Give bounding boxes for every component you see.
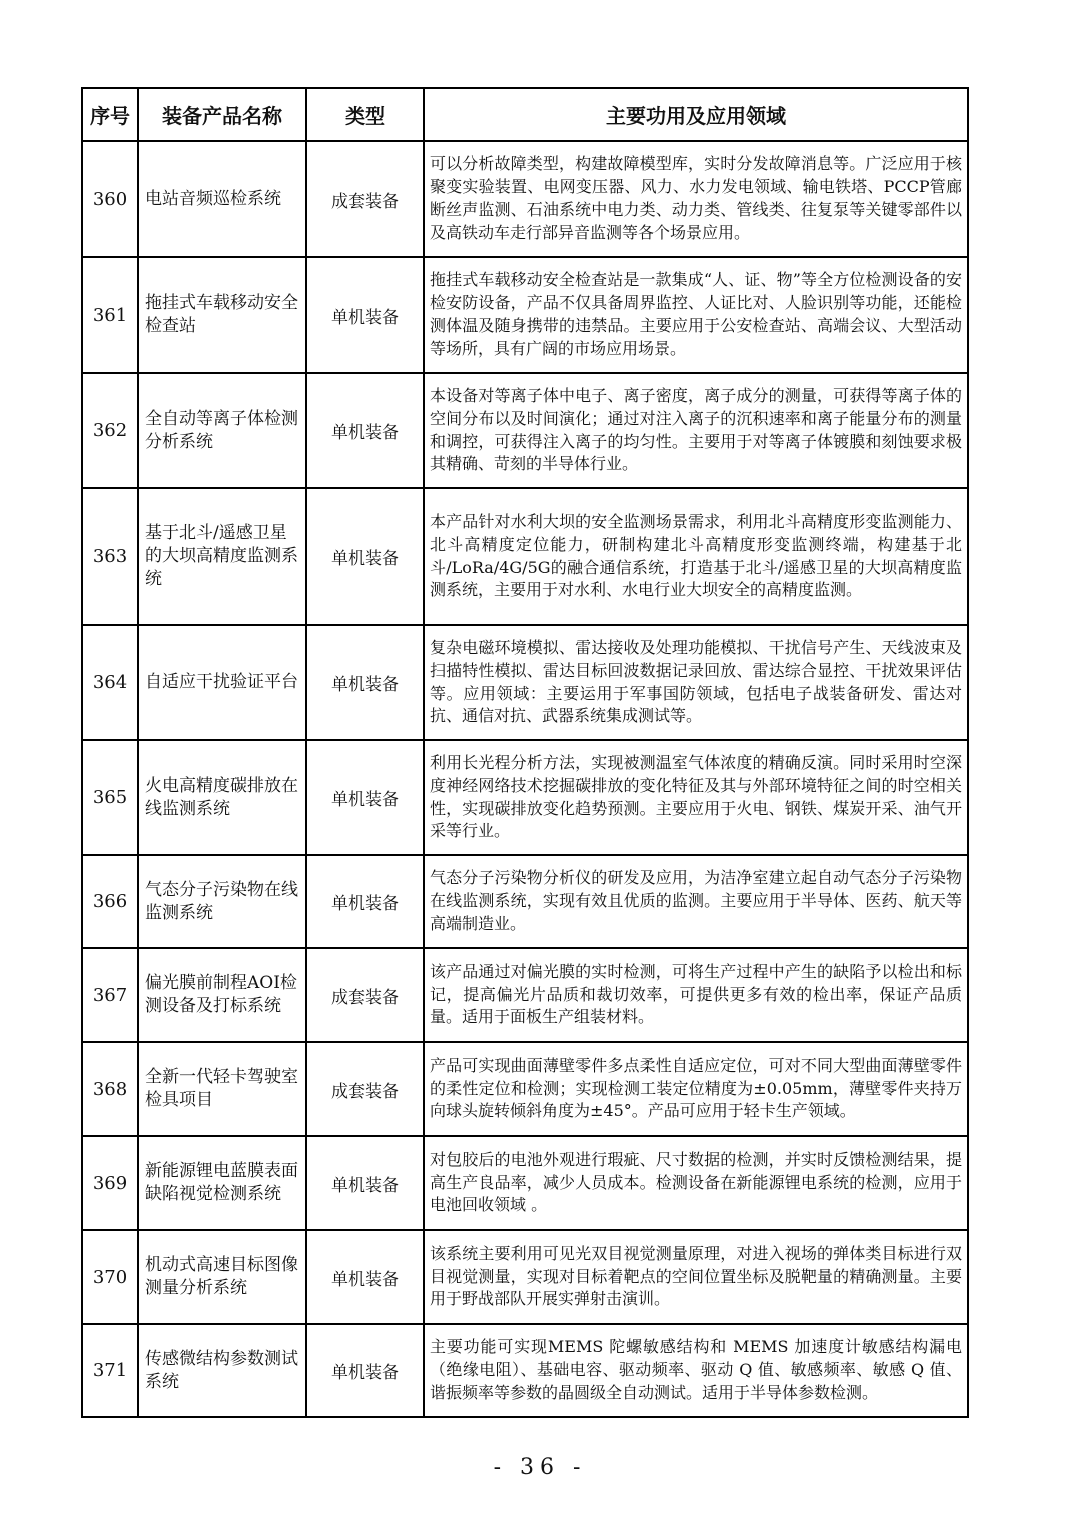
row-num: 369 (82, 1136, 138, 1230)
row-desc: 可以分析故障类型，构建故障模型库，实时分发故障消息等。广泛应用于核聚变实验装置、电网变压器、风力、水力发电领域、输电铁塔、PCCP管廊断丝声监测、石油系统中电力类、动力类、管线类、往复泵等关键零部件以及高铁动车走行部异音监测等各个场景应用。 (424, 141, 968, 257)
row-desc: 利用长光程分析方法，实现被测温室气体浓度的精确反演。同时采用时空深度神经网络技术挖掘碳排放的变化特征及其与外部环境特征之间的时空相关性，实现碳排放变化趋势预测。主要应用于火电、钢铁、煤炭开采、油气开采等行业。 (424, 740, 968, 855)
row-desc: 产品可实现曲面薄壁零件多点柔性自适应定位，可对不同大型曲面薄壁零件的柔性定位和检测；实现检测工装定位精度为±0.05mm，薄壁零件夹持万向球头旋转倾斜角度为±45°。产品可应用于轻卡生产领域。 (424, 1042, 968, 1136)
row-num: 361 (82, 257, 138, 373)
page-dash-right: - (573, 1455, 587, 1480)
table-body (82, 141, 968, 1417)
header-num: 序号 (82, 88, 138, 141)
row-desc: 复杂电磁环境模拟、雷达接收及处理功能模拟、干扰信号产生、天线波束及扫描特性模拟、雷达目标回波数据记录回放、雷达综合显控、干扰效果评估等。应用领域：主要运用于军事国防领域，包括电子战装备研发、雷达对抗、通信对抗、武器系统集成测试等。 (424, 625, 968, 740)
row-name: 传感微结构参数测试系统 (138, 1324, 306, 1417)
row-num: 364 (82, 625, 138, 740)
row-name: 火电高精度碳排放在线监测系统 (138, 740, 306, 855)
table-row (82, 855, 968, 948)
row-type: 单机装备 (306, 1136, 424, 1230)
row-num: 370 (82, 1230, 138, 1324)
row-num: 366 (82, 855, 138, 948)
row-type: 成套装备 (306, 948, 424, 1042)
table-row (82, 488, 968, 625)
row-desc: 该系统主要利用可见光双目视觉测量原理，对进入视场的弹体类目标进行双目视觉测量，实现对目标着靶点的空间位置坐标及脱靶量的精确测量。主要用于野战部队开展实弹射击演训。 (424, 1230, 968, 1324)
row-type: 单机装备 (306, 1230, 424, 1324)
row-num: 365 (82, 740, 138, 855)
equipment-table (81, 87, 969, 1418)
row-type: 成套装备 (306, 1042, 424, 1136)
row-desc: 对包胶后的电池外观进行瑕疵、尺寸数据的检测，并实时反馈检测结果，提高生产良品率，减少人员成本。检测设备在新能源锂电系统的检测，应用于电池回收领域 。 (424, 1136, 968, 1230)
row-name: 基于北斗/遥感卫星的大坝高精度监测系统 (138, 488, 306, 625)
table-row (82, 740, 968, 855)
row-num: 368 (82, 1042, 138, 1136)
row-desc: 该产品通过对偏光膜的实时检测，可将生产过程中产生的缺陷予以检出和标记，提高偏光片品质和裁切效率，可提供更多有效的检出率，保证产品质量。适用于面板生产组装材料。 (424, 948, 968, 1042)
table-header (82, 88, 968, 141)
table-row (82, 1136, 968, 1230)
header-type: 类型 (306, 88, 424, 141)
row-name: 拖挂式车载移动安全检查站 (138, 257, 306, 373)
row-name: 偏光膜前制程AOI检测设备及打标系统 (138, 948, 306, 1042)
table-row (82, 257, 968, 373)
row-num: 367 (82, 948, 138, 1042)
table-row (82, 625, 968, 740)
table-row (82, 1324, 968, 1417)
row-name: 全自动等离子体检测分析系统 (138, 373, 306, 488)
row-name: 全新一代轻卡驾驶室检具项目 (138, 1042, 306, 1136)
row-type: 单机装备 (306, 257, 424, 373)
row-desc: 气态分子污染物分析仪的研发及应用，为洁净室建立起自动气态分子污染物在线监测系统，实现有效且优质的监测。主要应用于半导体、医药、航天等高端制造业。 (424, 855, 968, 948)
row-type: 成套装备 (306, 141, 424, 257)
row-name: 气态分子污染物在线监测系统 (138, 855, 306, 948)
header-desc: 主要功用及应用领域 (424, 88, 968, 141)
page-dash-left: - (493, 1455, 507, 1480)
row-num: 363 (82, 488, 138, 625)
table-row (82, 1042, 968, 1136)
row-type: 单机装备 (306, 373, 424, 488)
row-num: 362 (82, 373, 138, 488)
row-type: 单机装备 (306, 855, 424, 948)
row-type: 单机装备 (306, 740, 424, 855)
row-name: 电站音频巡检系统 (138, 141, 306, 257)
row-num: 360 (82, 141, 138, 257)
row-name: 新能源锂电蓝膜表面缺陷视觉检测系统 (138, 1136, 306, 1230)
page-number (0, 1455, 1080, 1480)
table-row (82, 1230, 968, 1324)
row-desc: 拖挂式车载移动安全检查站是一款集成“人、证、物”等全方位检测设备的安检安防设备，产品不仅具备周界监控、人证比对、人脸识别等功能，还能检测体温及随身携带的违禁品。主要应用于公安检查站、高端会议、大型活动等场所，具有广阔的市场应用场景。 (424, 257, 968, 373)
row-type: 单机装备 (306, 488, 424, 625)
table-row (82, 948, 968, 1042)
row-type: 单机装备 (306, 625, 424, 740)
row-desc: 本设备对等离子体中电子、离子密度，离子成分的测量，可获得等离子体的空间分布以及时间演化；通过对注入离子的沉积速率和离子能量分布的测量和调控，可获得注入离子的均匀性。主要用于对等离子体镀膜和刻蚀要求极其精确、苛刻的半导体行业。 (424, 373, 968, 488)
header-row (82, 88, 968, 141)
row-num: 371 (82, 1324, 138, 1417)
header-name: 装备产品名称 (138, 88, 306, 141)
page-number-value: 36 (520, 1455, 560, 1480)
row-desc: 本产品针对水利大坝的安全监测场景需求，利用北斗高精度形变监测能力、北斗高精度定位能力，研制构建北斗高精度形变监测终端，构建基于北斗/LoRa/4G/5G的融合通信系统，打造基于北斗/遥感卫星的大坝高精度监测系统，主要用于对水利、水电行业大坝安全的高精度监测。 (424, 488, 968, 625)
row-desc: 主要功能可实现MEMS 陀螺敏感结构和 MEMS 加速度计敏感结构漏电（绝缘电阻）、基础电容、驱动频率、驱动 Q 值、敏感频率、敏感 Q 值、谐振频率等参数的晶圆级全自动测试。适用于半导体参数检测。 (424, 1324, 968, 1417)
row-type: 单机装备 (306, 1324, 424, 1417)
table-row (82, 141, 968, 257)
table-row (82, 373, 968, 488)
row-name: 机动式高速目标图像测量分析系统 (138, 1230, 306, 1324)
row-name: 自适应干扰验证平台 (138, 625, 306, 740)
